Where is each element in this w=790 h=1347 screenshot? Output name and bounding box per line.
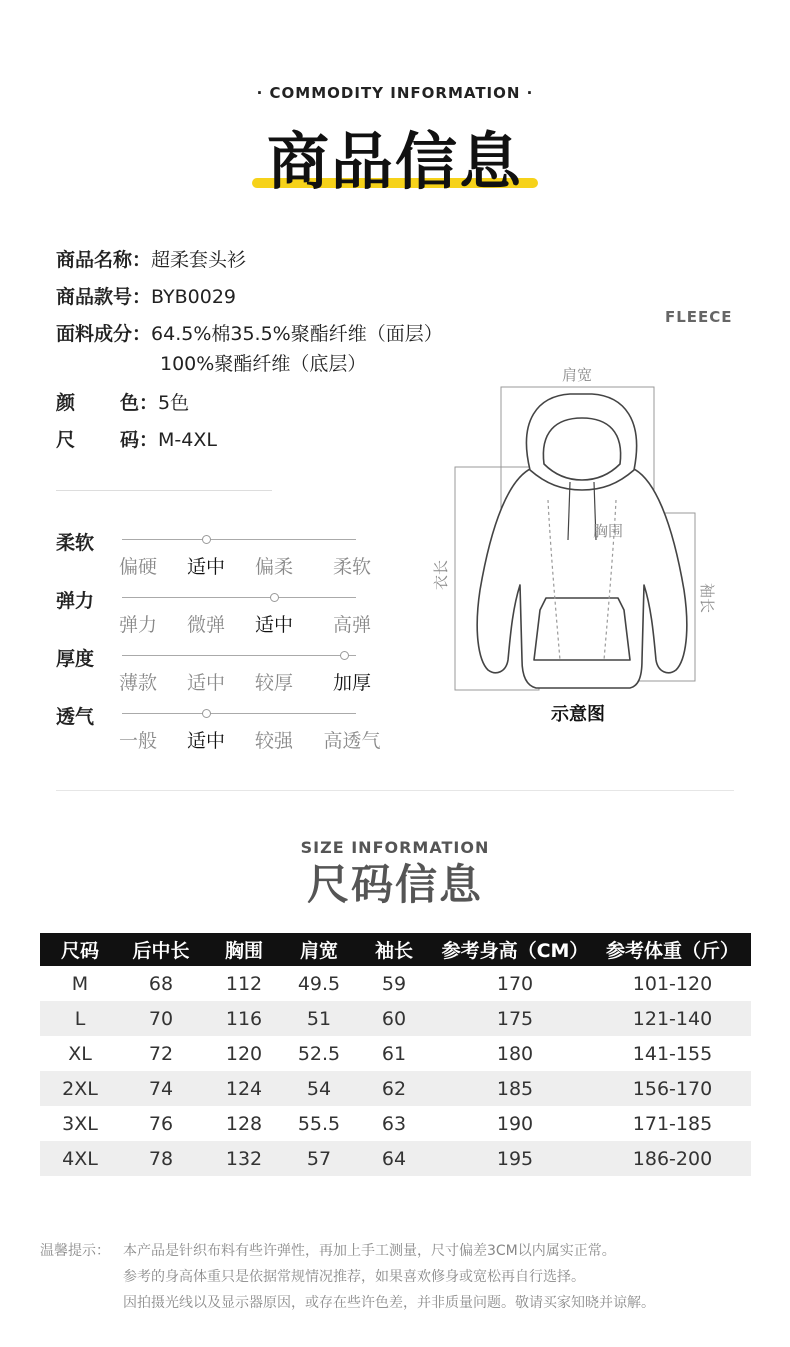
- feature-title: 柔软: [56, 532, 95, 554]
- info-sku-value: BYB0029: [151, 286, 237, 308]
- table-cell: 185: [436, 1071, 594, 1106]
- table-row: [40, 1141, 751, 1176]
- feature-scale-line: [122, 539, 356, 540]
- tip-label: 温馨提示：: [40, 1243, 110, 1259]
- table-cell: 120: [225, 1042, 263, 1065]
- table-cell: 121-140: [594, 1001, 751, 1036]
- table-cell: 124: [202, 1071, 286, 1106]
- feature-scale-marker: [202, 709, 211, 718]
- feature-scale-marker: [270, 593, 279, 602]
- size-table-header-cell: 参考体重（斤）: [594, 933, 751, 966]
- feature-scale-line: [122, 655, 356, 656]
- shoulder-label: 肩宽: [561, 366, 593, 384]
- size-table-header-cell: 胸围: [202, 933, 286, 966]
- table-cell: 63: [381, 1112, 407, 1135]
- table-cell: 78: [120, 1141, 202, 1176]
- info-fabric-row: [56, 321, 443, 347]
- info-name-row: [56, 247, 246, 273]
- info-fabric-label: 面料成分：: [56, 323, 152, 345]
- table-cell: 156-170: [594, 1071, 751, 1106]
- size-table-header-cell: 参考身高（CM）: [436, 933, 594, 966]
- size-table-header-cell: 袖长: [352, 933, 436, 966]
- info-name-value: 超柔套头衫: [151, 249, 247, 271]
- section-subtitle-en: · COMMODITY INFORMATION ·: [256, 84, 534, 102]
- info-sku-label: 商品款号：: [56, 286, 152, 308]
- fleece-label: FLEECE: [665, 308, 733, 326]
- table-row: [40, 1106, 751, 1141]
- feature-option: 薄款: [118, 672, 157, 694]
- table-cell: 190: [496, 1112, 534, 1135]
- size-table-body: [40, 966, 751, 1176]
- tip-text-3: 因拍摄光线以及显示器原因，或存在些许色差，并非质量问题。敬请买家知晓并谅解。: [123, 1295, 655, 1311]
- table-cell: 61: [381, 1042, 407, 1065]
- hoodie-outline: [477, 394, 687, 688]
- size-section-subtitle-en: SIZE INFORMATION: [300, 838, 490, 857]
- info-fabric-value-2: 100%聚酯纤维（底层）: [160, 353, 367, 375]
- table-cell: 2XL: [40, 1071, 120, 1106]
- table-cell: 76: [148, 1112, 174, 1135]
- table-cell: 128: [225, 1112, 263, 1135]
- size-table: [40, 933, 751, 1176]
- table-row: [40, 1001, 751, 1036]
- table-cell: 74: [120, 1071, 202, 1106]
- info-size-label-2: 码：: [120, 429, 159, 451]
- feature-option-selected: 加厚: [332, 672, 371, 694]
- feature-option: 较强: [254, 730, 293, 752]
- feature-scale-marker: [202, 535, 211, 544]
- feature-option: 偏柔: [254, 556, 293, 578]
- hoodie-diagram: [432, 360, 730, 700]
- table-cell: 112: [225, 972, 263, 995]
- info-color-value: 5色: [158, 392, 190, 414]
- feature-scale-marker: [340, 651, 349, 660]
- table-cell: 132: [202, 1141, 286, 1176]
- table-cell: 180: [496, 1042, 534, 1065]
- table-cell: 68: [148, 972, 174, 995]
- table-cell: 62: [352, 1071, 436, 1106]
- diagram-caption: 示意图: [551, 704, 605, 725]
- table-cell: 171-185: [632, 1112, 713, 1135]
- feature-option: 微弹: [186, 614, 225, 636]
- feature-option: 高弹: [332, 614, 371, 636]
- sleeve-label: 袖长: [698, 582, 716, 614]
- table-cell: 64: [352, 1141, 436, 1176]
- feature-title: 厚度: [56, 648, 95, 670]
- size-section-title: 尺码信息: [306, 860, 483, 909]
- table-cell: 101-120: [632, 972, 713, 995]
- table-cell: 52.5: [297, 1042, 341, 1065]
- table-cell: 186-200: [594, 1141, 751, 1176]
- table-cell: 51: [286, 1001, 352, 1036]
- feature-option: 柔软: [332, 556, 371, 578]
- info-fabric-value-1: 64.5%棉35.5%聚酯纤维（面层）: [151, 323, 443, 345]
- table-cell: XL: [68, 1042, 92, 1065]
- table-cell: 59: [381, 972, 407, 995]
- info-color-row: [56, 390, 189, 416]
- size-table-header-cell: 后中长: [120, 933, 202, 966]
- table-cell: 4XL: [40, 1141, 120, 1176]
- feature-option: 一般: [118, 730, 157, 752]
- feature-scale-line: [122, 713, 356, 714]
- tip-text-1: 本产品是针织布料有些许弹性，再加上手工测量，尺寸偏差3CM以内属实正常。: [123, 1243, 616, 1259]
- table-row: [40, 1071, 751, 1106]
- info-name-label: 商品名称：: [56, 249, 152, 271]
- table-cell: 141-155: [632, 1042, 713, 1065]
- table-cell: 170: [496, 972, 534, 995]
- table-cell: 57: [286, 1141, 352, 1176]
- feature-scale-line: [122, 597, 356, 598]
- table-row: [40, 966, 751, 1001]
- feature-option-selected: 适中: [186, 556, 225, 578]
- table-cell: 49.5: [297, 972, 341, 995]
- info-size-row: [56, 427, 217, 453]
- info-size-label-1: 尺: [56, 429, 76, 451]
- info-color-label-2: 色：: [120, 392, 159, 414]
- info-divider: [56, 490, 272, 491]
- table-cell: M: [71, 972, 89, 995]
- section-divider: [56, 790, 734, 791]
- feature-option: 适中: [186, 672, 225, 694]
- info-size-value: M-4XL: [158, 429, 217, 451]
- table-cell: 3XL: [62, 1112, 98, 1135]
- table-cell: 60: [352, 1001, 436, 1036]
- info-color-label-1: 颜: [56, 392, 76, 414]
- feature-title: 弹力: [56, 590, 95, 612]
- table-row: [40, 1036, 751, 1071]
- table-cell: 70: [120, 1001, 202, 1036]
- table-cell: 175: [436, 1001, 594, 1036]
- info-sku-row: [56, 284, 236, 310]
- table-cell: L: [40, 1001, 120, 1036]
- tip-text-2: 参考的身高体重只是依据常规情况推荐，如果喜欢修身或宽松再自行选择。: [123, 1269, 585, 1285]
- table-cell: 55.5: [297, 1112, 341, 1135]
- table-cell: 195: [436, 1141, 594, 1176]
- feature-option: 偏硬: [118, 556, 157, 578]
- feature-option-selected: 适中: [254, 614, 293, 636]
- length-label: 衣长: [432, 559, 450, 591]
- feature-option: 高透气: [323, 730, 381, 752]
- section-title: 商品信息: [266, 125, 523, 198]
- feature-title: 透气: [56, 706, 95, 728]
- size-table-header: [40, 933, 751, 966]
- feature-option: 较厚: [254, 672, 293, 694]
- size-table-header-cell: 尺码: [40, 933, 120, 966]
- tip-line-1: [40, 1238, 616, 1264]
- table-cell: 54: [286, 1071, 352, 1106]
- feature-option-selected: 适中: [186, 730, 225, 752]
- size-table-header-cell: 肩宽: [286, 933, 352, 966]
- chest-label: 胸围: [592, 522, 624, 540]
- table-cell: 72: [148, 1042, 174, 1065]
- feature-option: 弹力: [118, 614, 157, 636]
- table-cell: 116: [202, 1001, 286, 1036]
